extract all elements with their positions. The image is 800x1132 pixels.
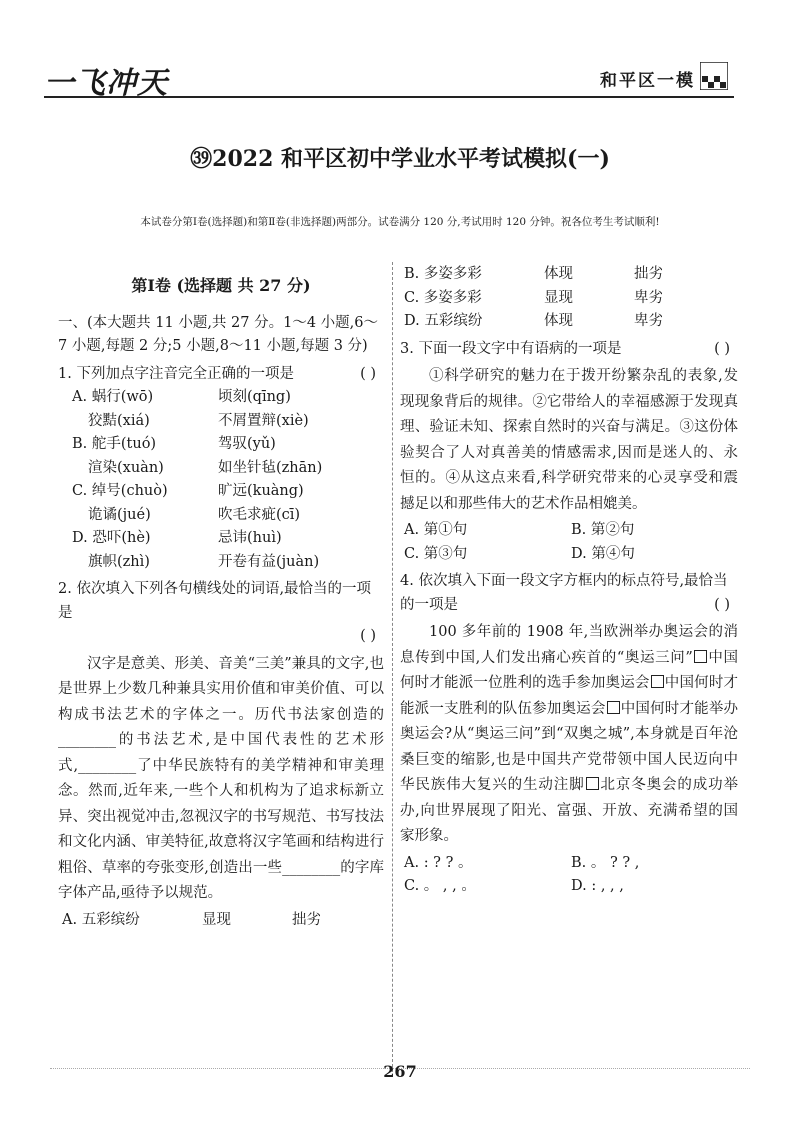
q4-passage-part: 中国何时才能派一支胜利的队伍参加奥运会 [400, 675, 739, 717]
header-rule [44, 96, 734, 98]
exam-title: ㊴2022 和平区初中学业水平考试模拟(一) [190, 146, 610, 172]
q3-option: B. 第②句 [571, 522, 635, 538]
q3-paren: ( ) [714, 340, 730, 357]
q2-stem: 2. 依次填入下列各句横线处的词语,最恰当的一项是 [58, 581, 372, 621]
question-4 [400, 570, 738, 899]
question-2 [58, 578, 384, 932]
q1-option: 顷刻(qīng) [218, 389, 291, 405]
q1-stem: 1. 下列加点字注音完全正确的一项是 [58, 365, 294, 382]
q1-option: 旷远(kuàng) [218, 483, 304, 499]
q2-option-word: 体现 [544, 266, 573, 282]
q2-option-word: 拙劣 [292, 911, 321, 928]
question-1 [58, 363, 384, 575]
q2-option-word: C. 多姿多彩 [404, 289, 482, 306]
q2-option-word: D. 五彩缤纷 [404, 313, 483, 329]
q4-option: A. : ? ? 。 [404, 854, 473, 871]
q2-option-word: 拙劣 [634, 266, 663, 282]
q1-option: 驾驭(yǔ) [218, 436, 276, 452]
q3-options-row [400, 519, 738, 543]
q2-option-b [400, 263, 738, 287]
q1-option: B. 舵手(tuó) [72, 436, 157, 452]
q4-passage [400, 620, 738, 850]
q4-option: D. : , , , [571, 878, 624, 894]
q2-option-a [58, 909, 384, 933]
q1-option: 诡谲(jué) [88, 506, 151, 523]
q2-option-word: A. 五彩缤纷 [62, 911, 140, 928]
q1-option: 旗帜(zhì) [88, 553, 150, 570]
blank-box-icon [586, 777, 599, 790]
q2-paren: ( ) [360, 628, 376, 644]
q1-option: 忌讳(huì) [218, 530, 282, 546]
right-column [400, 263, 738, 899]
q3-stem: 3. 下面一段文字中有语病的一项是 [400, 340, 622, 357]
q1-option: 吹毛求疵(cī) [218, 506, 301, 523]
q1-option: 渲染(xuàn) [88, 459, 164, 476]
blank-box-icon [694, 650, 707, 663]
q3-option: C. 第③句 [404, 545, 468, 562]
q1-option: 开卷有益(juàn) [218, 553, 320, 570]
q1-paren: ( ) [360, 365, 376, 382]
q4-option: C. 。 , , 。 [404, 878, 476, 894]
q4-passage-part: 中国何时才能举办奥运会?从“奥运三问”到“双奥之城”,本身就是百年沧桑巨变的缩影,也是中国共产党带领中国人民迈向中华民族伟大复兴的生动注脚 [400, 700, 739, 793]
q2-option-word: 体现 [544, 313, 573, 329]
section-heading: 第Ⅰ卷 (选择题 共 27 分) [131, 276, 311, 295]
q4-options-row [400, 875, 738, 899]
q4-paren: ( ) [714, 596, 730, 613]
q1-option: 如坐针毡(zhān) [218, 459, 323, 476]
q4-stem [400, 570, 738, 617]
q1-option: A. 蜗行(wō) [72, 389, 154, 405]
q3-options-row [400, 543, 738, 567]
q4-passage-part: 100 多年前的 1908 年,当欧洲举办奥运会的消息传到中国,人们发出痛心疾首的“奥运三问” [400, 624, 738, 666]
left-column [58, 270, 384, 932]
q4-stem-text: 4. 依次填入下面一段文字方框内的标点符号,最恰当的一项是 [400, 573, 728, 613]
blank-box-icon [651, 675, 664, 688]
q3-passage: ①科学研究的魅力在于拨开纷繁杂乱的表象,发现现象背后的规律。②它带给人的幸福感源于发现真理、验证未知、探索自然时的兴奋与满足。③这份体验契合了人对真善美的情感需求,因而是迷人的、永恒的。④从这点来看,科学研究带来的心灵享受和震撼足以和那些伟大的艺术作品相媲美。 [400, 368, 738, 512]
q2-option-word: B. 多姿多彩 [404, 266, 482, 282]
region-label: 和平区一模 [600, 71, 695, 91]
q1-option: 狡黠(xiá) [88, 412, 150, 429]
blank-box-icon [607, 701, 620, 714]
q2-option-word: 显现 [202, 911, 231, 928]
q2-option-word: 显现 [544, 289, 573, 306]
question-3 [400, 338, 738, 567]
q2-passage: 汉字是意美、形美、音美“三美”兼具的文字,也是世界上少数几种兼具实用价值和审美价值、可以构成书法艺术的字体之一。历代书法家创造的________的书法艺术,是中国代表性的艺术形式,________了中华民族特有的美学精神和审美理念。然而,近年来,一些个人和机构为了追求标新立异、突出视觉冲击,忽视汉字的书写规范、书写技法和文化内涵、审美特征,故意将汉字笔画和结构进行粗俗、草率的夸张变形,创造出一些________的字库字体产品,亟待予以规范。 [58, 655, 384, 901]
q2-option-word: 卑劣 [634, 289, 663, 306]
q2-option-d [400, 310, 738, 334]
q3-option: D. 第④句 [571, 545, 635, 562]
q4-option: B. 。 ? ? , [571, 854, 640, 871]
q1-option: D. 恐吓(hè) [72, 530, 151, 546]
q4-passage-part: 中国何时才能派一位胜利的选手参加奥运会 [400, 649, 738, 691]
q1-option: C. 绰号(chuò) [72, 483, 168, 499]
checker-deco-icon [700, 62, 728, 90]
q4-options-row [400, 852, 738, 876]
brand-logo: 一飞冲天 [44, 66, 168, 101]
q3-option: A. 第①句 [404, 522, 468, 538]
exam-instructions: 本试卷分第Ⅰ卷(选择题)和第Ⅱ卷(非选择题)两部分。试卷满分 120 分,考试用时 120 分钟。祝各位考生考试顺利! [140, 216, 660, 228]
q4-passage-part: 北京冬奥会的成功举办,向世界展现了阳光、富强、开放、充满希望的国家形象。 [400, 777, 739, 844]
q2-option-c [400, 287, 738, 311]
q1-option: 不屑置辩(xiè) [218, 412, 309, 429]
column-divider [392, 262, 393, 1077]
q2-option-word: 卑劣 [634, 313, 663, 329]
part-one-instructions: 一、(本大题共 11 小题,共 27 分。1～4 小题,6～7 小题,每题 2 分;5 小题,8～11 小题,每题 3 分) [58, 314, 378, 354]
page-number: 267 [383, 1062, 417, 1081]
